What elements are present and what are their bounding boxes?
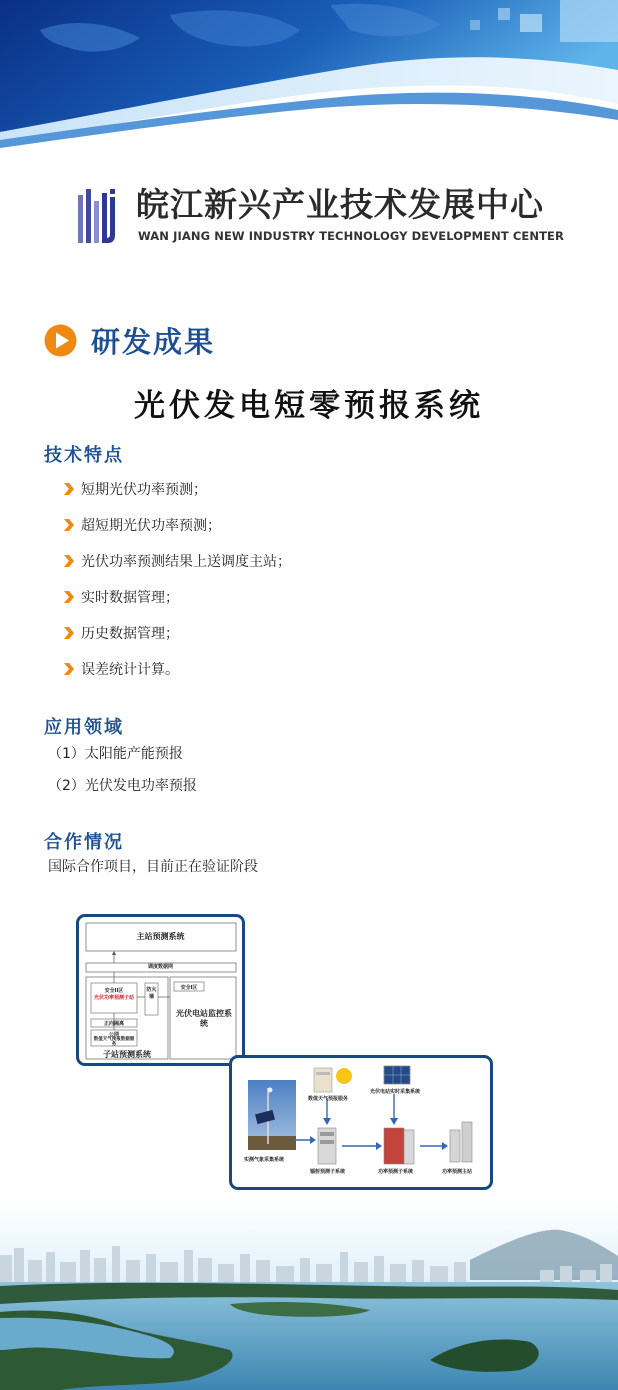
monitor-system-label: 光伏电站监控系统	[176, 1009, 232, 1028]
feature-text: 实时数据管理；	[81, 590, 179, 606]
dataflow-diagram	[229, 1055, 493, 1190]
list-item	[64, 543, 291, 579]
section-header	[44, 322, 215, 358]
radiation-subsystem-label: 辐射预测子系统	[310, 1169, 346, 1175]
applications-list	[48, 738, 197, 802]
power-subsystem-label: 功率预测子系统	[378, 1169, 414, 1175]
play-circle-icon	[44, 324, 77, 357]
nwp-service-label: 数值天气预报服务	[308, 1096, 349, 1102]
applications-heading: 应用领域	[44, 717, 124, 738]
isolation-label: 正向隔离	[103, 1021, 124, 1027]
chevron-right-icon	[64, 519, 74, 531]
feature-text: 误差统计计算。	[81, 662, 179, 678]
chevron-right-icon	[64, 627, 74, 639]
list-item	[64, 579, 291, 615]
nwp-data-label: 数值天气预报数据服务	[93, 1037, 135, 1047]
cooperation-text: 国际合作项目，目前正在验证阶段	[48, 859, 258, 875]
firewall-label: 防火墙	[146, 987, 157, 1000]
dispatch-net-label: 调度数据网	[147, 964, 173, 970]
list-item: （1）太阳能产能预报	[48, 746, 183, 762]
list-item: （2）光伏发电功率预报	[48, 778, 197, 794]
chevron-right-icon	[64, 663, 74, 675]
features-list	[64, 471, 291, 687]
public-net-label: 公网	[108, 1032, 119, 1038]
list-item	[64, 507, 291, 543]
zone2-label: 安全II区	[104, 988, 124, 994]
architecture-diagram	[76, 914, 245, 1066]
top-banner	[0, 0, 618, 150]
pv-substation-label: 光伏功率预测子站	[93, 995, 134, 1001]
feature-text: 历史数据管理；	[81, 626, 179, 642]
chevron-right-icon	[64, 591, 74, 603]
cooperation-heading: 合作情况	[44, 832, 124, 853]
feature-text: 短期光伏功率预测；	[81, 482, 207, 498]
logo-name-cn: 皖江新兴产业技术发展中心	[136, 185, 544, 224]
list-item	[64, 615, 291, 651]
zone1-label: 安全I区	[180, 985, 198, 991]
list-item	[64, 651, 291, 687]
feature-text: 超短期光伏功率预测；	[81, 518, 221, 534]
logo-name-en: WAN JIANG NEW INDUSTRY TECHNOLOGY DEVELOPMENT CENTER	[138, 229, 564, 243]
master-station-label: 主站预测系统	[136, 932, 185, 941]
feature-text: 光伏功率预测结果上送调度主站；	[81, 554, 291, 570]
pv-collect-label: 光伏电站实时采集系统	[370, 1089, 421, 1095]
features-heading: 技术特点	[44, 445, 124, 466]
list-item	[64, 471, 291, 507]
main-title: 光伏发电短零预报系统	[134, 388, 484, 424]
substation-system-label: 子站预测系统	[103, 1050, 151, 1059]
section-title: 研发成果	[91, 324, 216, 359]
weather-collect-label: 实测气象采集系统	[244, 1157, 285, 1163]
chevron-right-icon	[64, 555, 74, 567]
center-logo	[78, 185, 564, 247]
city-lake-scene	[0, 1200, 618, 1390]
master-station-label: 功率预测主站	[442, 1169, 473, 1175]
logo-mark-icon	[78, 187, 124, 243]
chevron-right-icon	[64, 483, 74, 495]
